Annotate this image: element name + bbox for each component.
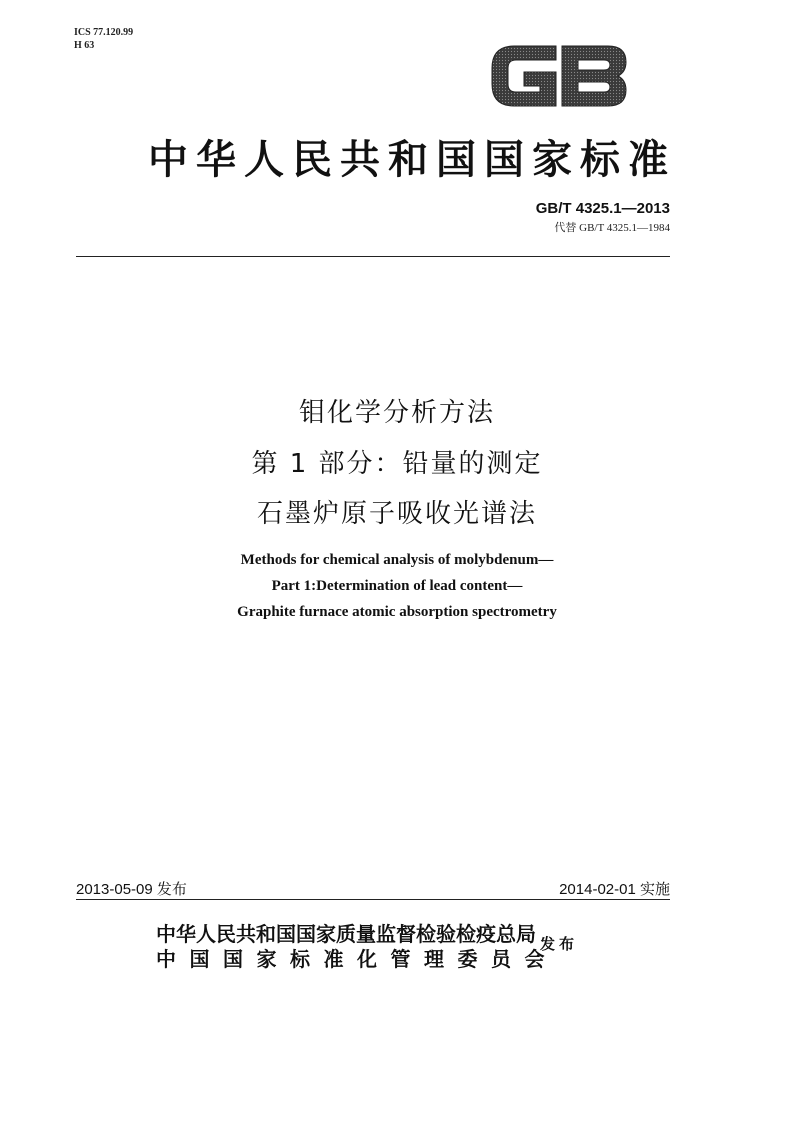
issuer-line-2: 中国国家标准化管理委员会 bbox=[156, 947, 558, 971]
chinese-title-line-2: 第 1 部分：铅量的测定 bbox=[251, 449, 543, 479]
issuer-line-1: 中华人民共和国国家质量监督检验检疫总局 bbox=[156, 922, 536, 946]
ccs-code: H 63 bbox=[74, 40, 95, 51]
gb-logo bbox=[486, 38, 632, 114]
issue-date: 2013-05-09 发布 bbox=[76, 881, 187, 898]
english-title-line-1: Methods for chemical analysis of molybdenum— bbox=[240, 552, 554, 568]
chinese-title-line-1: 钼化学分析方法 bbox=[298, 398, 495, 428]
standard-number: GB/T 4325.1—2013 bbox=[535, 200, 670, 217]
english-title-line-3: Graphite furnace atomic absorption spectrometry bbox=[237, 604, 557, 620]
classification-codes bbox=[74, 26, 133, 52]
gb-logo-label bbox=[486, 38, 632, 114]
english-title-line-2: Part 1:Determination of lead content— bbox=[271, 578, 523, 594]
chinese-title-line-3: 石墨炉原子吸收光谱法 bbox=[256, 499, 537, 529]
bottom-divider bbox=[76, 899, 670, 900]
ics-code: ICS 77.120.99 bbox=[74, 27, 134, 38]
national-standard-title: 中华人民共和国国家标准 bbox=[148, 137, 676, 183]
implementation-date: 2014-02-01 实施 bbox=[559, 881, 670, 898]
publish-label: 发布 bbox=[540, 935, 579, 953]
replaces-standard: 代替 GB/T 4325.1—1984 bbox=[554, 222, 670, 234]
top-divider bbox=[76, 256, 670, 257]
